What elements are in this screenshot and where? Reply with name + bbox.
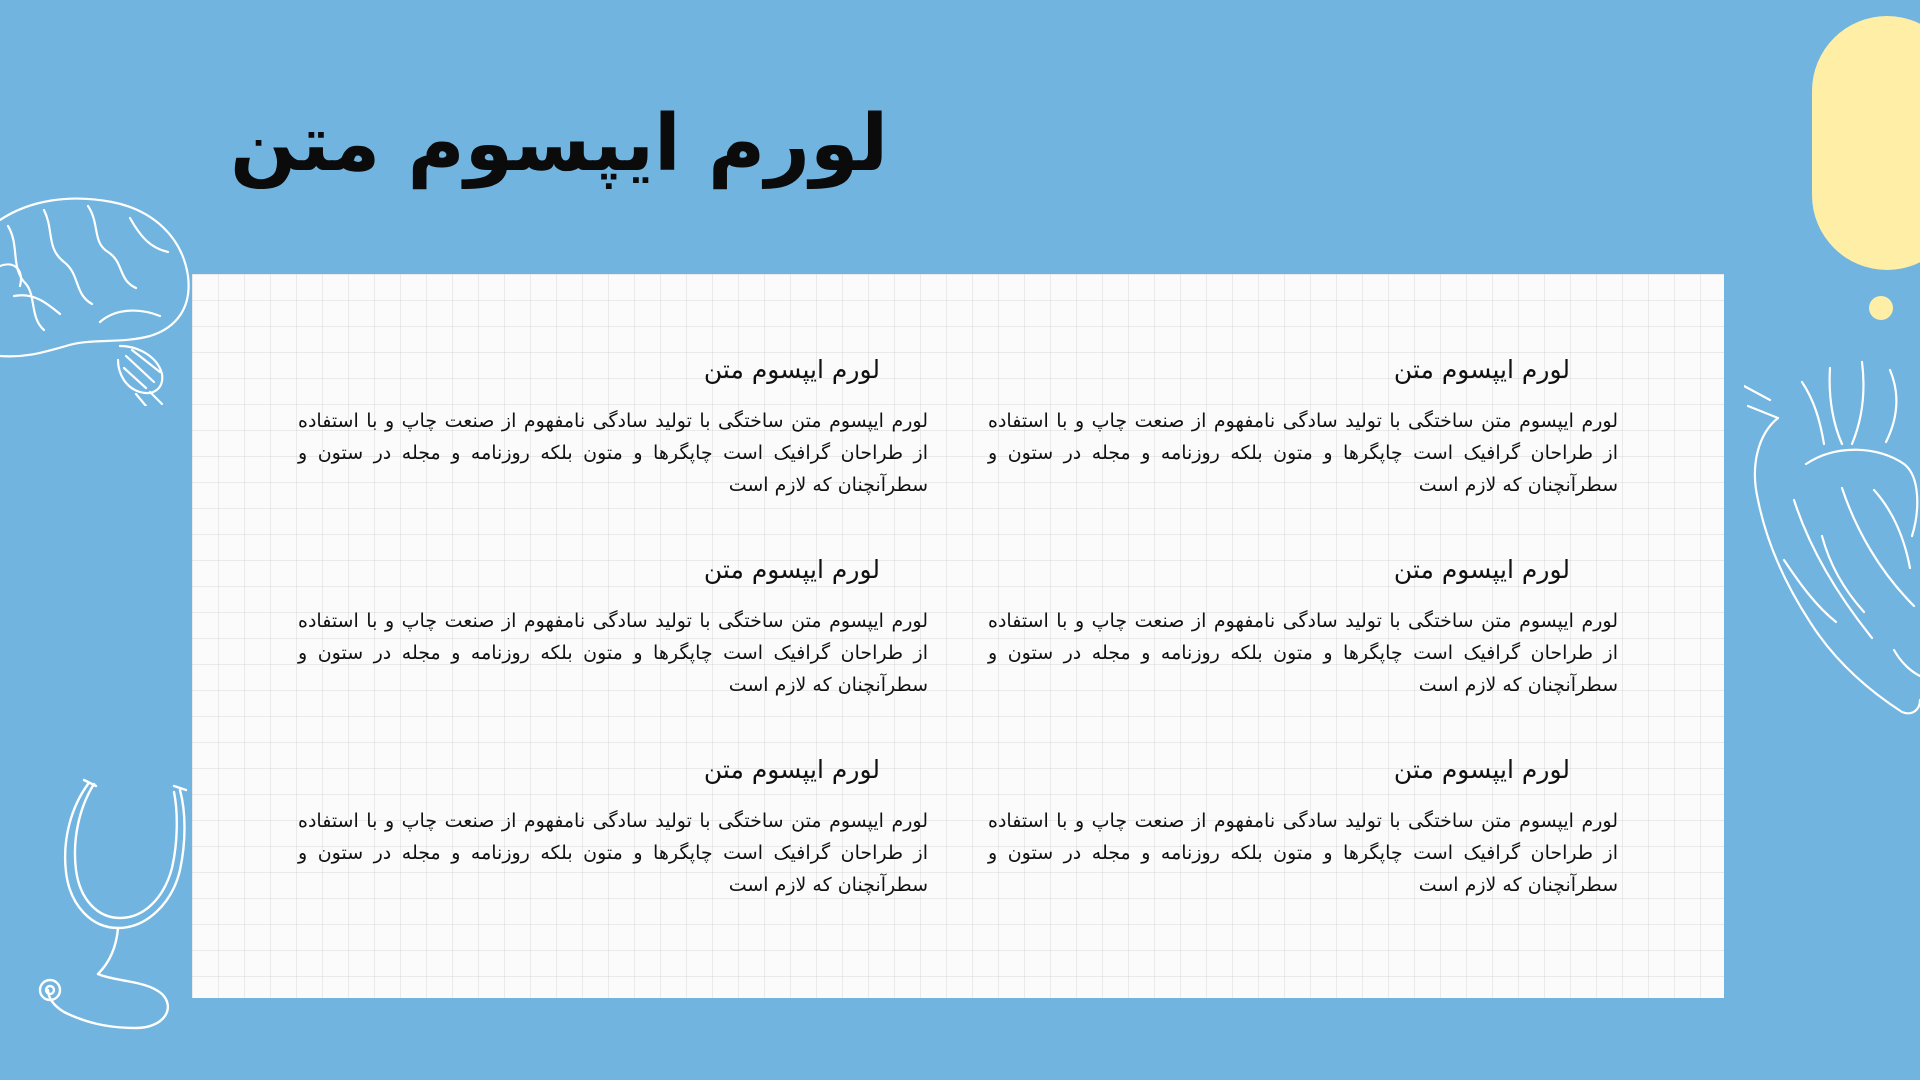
card-heading: لورم ایپسوم متن — [703, 755, 880, 784]
brain-icon — [0, 196, 192, 406]
grid-paper-panel — [192, 274, 1724, 998]
card-heading: لورم ایپسوم متن — [1393, 555, 1570, 584]
card-body: لورم ایپسوم متن ساختگی با تولید سادگی نامفهوم از صنعت چاپ و با استفاده از طراحان گرافیک است چاپگرها و متون بلکه روزنامه و مجله در ستون و سطرآنچنان که لازم است — [988, 409, 1618, 496]
text-card — [298, 554, 928, 701]
card-body: لورم ایپسوم متن ساختگی با تولید سادگی نامفهوم از صنعت چاپ و با استفاده از طراحان گرافیک است چاپگرها و متون بلکه روزنامه و مجله در ستون و سطرآنچنان که لازم است — [298, 809, 928, 896]
card-heading: لورم ایپسوم متن — [703, 555, 880, 584]
card-heading: لورم ایپسوم متن — [1393, 355, 1570, 384]
yellow-blob-decoration — [1812, 16, 1920, 270]
card-body: لورم ایپسوم متن ساختگی با تولید سادگی نامفهوم از صنعت چاپ و با استفاده از طراحان گرافیک است چاپگرها و متون بلکه روزنامه و مجله در ستون و سطرآنچنان که لازم است — [988, 609, 1618, 696]
card-body: لورم ایپسوم متن ساختگی با تولید سادگی نامفهوم از صنعت چاپ و با استفاده از طراحان گرافیک است چاپگرها و متون بلکه روزنامه و مجله در ستون و سطرآنچنان که لازم است — [988, 809, 1618, 896]
text-card — [988, 354, 1618, 501]
stethoscope-icon — [36, 776, 196, 1032]
heart-icon — [1744, 360, 1920, 720]
card-heading: لورم ایپسوم متن — [1393, 755, 1570, 784]
text-card — [988, 754, 1618, 901]
card-heading: لورم ایپسوم متن — [703, 355, 880, 384]
card-body: لورم ایپسوم متن ساختگی با تولید سادگی نامفهوم از صنعت چاپ و با استفاده از طراحان گرافیک است چاپگرها و متون بلکه روزنامه و مجله در ستون و سطرآنچنان که لازم است — [298, 409, 928, 496]
text-card — [298, 754, 928, 901]
text-card — [988, 554, 1618, 701]
yellow-dot-decoration — [1869, 296, 1893, 320]
card-body: لورم ایپسوم متن ساختگی با تولید سادگی نامفهوم از صنعت چاپ و با استفاده از طراحان گرافیک است چاپگرها و متون بلکه روزنامه و مجله در ستون و سطرآنچنان که لازم است — [298, 609, 928, 696]
text-card — [298, 354, 928, 501]
slide-title: لورم ایپسوم متن — [230, 99, 889, 189]
